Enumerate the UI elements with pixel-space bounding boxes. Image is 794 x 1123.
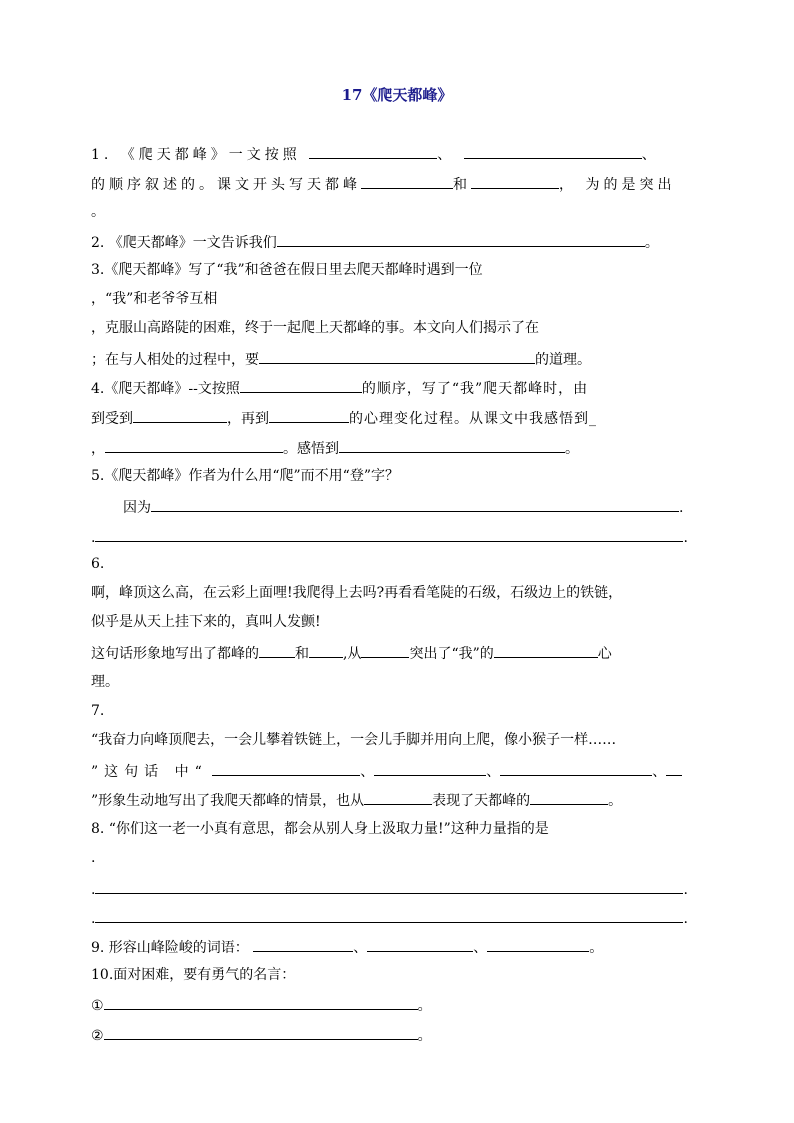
q1-sep: 、 — [437, 147, 456, 163]
q10-end: 。 — [417, 998, 432, 1014]
question-9 — [91, 936, 603, 958]
q4-text: 4.《爬天都峰》--文按照 — [91, 381, 240, 397]
q5-end: . — [679, 500, 684, 516]
q4-text: 的顺序，写了“我”爬天都峰时，由 — [361, 381, 589, 397]
q9-sep: 、 — [353, 940, 368, 956]
q1-end: 。 — [91, 204, 105, 220]
answer-blank[interactable] — [253, 936, 353, 952]
q6-text: ,从 — [343, 646, 362, 662]
q2-text: 2. 《爬天都峰》一文告诉我们 — [91, 235, 277, 251]
answer-blank[interactable] — [494, 642, 598, 658]
q7-text: ”形象生动地写出了我爬天都峰的情景，也从 — [91, 793, 365, 809]
question-10-item-2 — [91, 1024, 432, 1046]
question-8-dot: . — [91, 850, 96, 866]
question-4-line-1 — [91, 377, 588, 399]
question-1-line-1 — [91, 143, 660, 165]
q5-text: 因为 — [123, 500, 151, 516]
answer-blank[interactable] — [487, 936, 589, 952]
q7-sep: 、 — [360, 764, 375, 780]
question-5-answer-2 — [91, 526, 688, 548]
answer-blank[interactable] — [105, 437, 283, 453]
answer-blank[interactable] — [240, 377, 362, 393]
question-8-answer-1 — [91, 878, 688, 900]
question-3-line-4 — [91, 348, 591, 370]
answer-blank[interactable] — [269, 407, 349, 423]
q1-sep: 、 — [641, 147, 660, 163]
answer-blank[interactable] — [259, 642, 295, 658]
q8-end: . — [683, 882, 688, 898]
question-8-answer-2 — [91, 907, 688, 929]
q9-sep: 、 — [473, 940, 488, 956]
question-3-line-3: ，克服山高路陡的困难，终于一起爬上天都峰的事。本文向人们揭示了在 — [91, 320, 539, 336]
answer-blank[interactable] — [95, 878, 683, 894]
question-5-answer-1 — [123, 496, 683, 518]
q3-text: ；在与人相处的过程中，要 — [91, 352, 259, 368]
question-4-line-2 — [91, 407, 597, 429]
q1-text: 的顺序叙述的。课文开头写天都峰 — [91, 177, 361, 193]
q9-text: 9. 形容山峰险峻的词语： — [91, 940, 249, 956]
q7-text: 表现了天都峰的 — [432, 793, 531, 809]
question-2 — [91, 231, 659, 253]
q7-text: 。 — [608, 793, 623, 809]
question-7-number: 7. — [91, 703, 105, 719]
q7-sep: 、 — [652, 764, 667, 780]
answer-blank[interactable] — [104, 1024, 418, 1040]
q7-text: ”这句话 中“ — [91, 764, 208, 780]
answer-blank[interactable] — [374, 760, 486, 776]
question-7-quote: “我奋力向峰顶爬去，一会儿攀着铁链上，一会儿手脚并用向上爬，像小猴子一样…… — [91, 732, 617, 748]
q7-sep: 、 — [486, 764, 501, 780]
q4-text: 。 — [565, 441, 579, 457]
answer-blank[interactable] — [133, 407, 227, 423]
question-7-prompt-1 — [91, 760, 682, 782]
question-6-prompt — [91, 642, 612, 664]
question-6-quote-2: 似乎是从天上挂下来的，真叫人发颤! — [91, 614, 321, 630]
question-8: 8. “你们这一老一小真有意思，都会从别人身上汲取力量!”这种力量指的是 — [91, 821, 549, 837]
q8-end: . — [683, 911, 688, 927]
q6-text: 心 — [597, 646, 612, 662]
question-3-line-2: ，“我”和老爷爷互相 — [91, 291, 218, 307]
question-6-end: 理。 — [91, 674, 119, 690]
q10-end: 。 — [417, 1028, 432, 1044]
item-marker-2: ② — [91, 1028, 104, 1044]
answer-blank[interactable] — [212, 760, 360, 776]
question-6-number: 6. — [91, 556, 105, 572]
page-title: 17《爬天都峰》 — [341, 86, 453, 104]
q8-start: . — [91, 911, 96, 927]
question-10: 10.面对困难，要有勇气的名言： — [91, 967, 296, 983]
q3-text: 的道理。 — [535, 352, 591, 368]
answer-blank[interactable] — [530, 789, 608, 805]
question-3-line-1: 3.《爬天都峰》写了“我”和爸爸在假日里去爬天都峰时遇到一位 — [91, 262, 483, 278]
q4-text: 。感悟到 — [283, 441, 339, 457]
q4-text: 的心理变化过程。从课文中我感悟到_ — [349, 411, 597, 427]
question-7-prompt-2 — [91, 789, 622, 811]
question-5: 5.《爬天都峰》作者为什么用“爬”而不用“登”字？ — [91, 468, 399, 484]
q5-end: . — [683, 530, 688, 546]
answer-blank[interactable] — [666, 760, 682, 776]
question-10-item-1 — [91, 994, 432, 1016]
q6-text: 突出了“我”的 — [409, 646, 494, 662]
answer-blank[interactable] — [309, 143, 437, 159]
answer-blank[interactable] — [361, 642, 409, 658]
answer-blank[interactable] — [277, 231, 645, 247]
answer-blank[interactable] — [151, 496, 679, 512]
answer-blank[interactable] — [361, 173, 453, 189]
question-4-line-3 — [91, 437, 579, 459]
answer-blank[interactable] — [104, 994, 418, 1010]
q2-end: 。 — [644, 235, 659, 251]
q4-text: ，再到 — [227, 411, 269, 427]
q4-text: ， — [91, 441, 105, 457]
answer-blank[interactable] — [500, 760, 652, 776]
q5-start: . — [91, 530, 96, 546]
q9-end: 。 — [589, 940, 604, 956]
answer-blank[interactable] — [464, 143, 642, 159]
q8-start: . — [91, 882, 96, 898]
q1-text: 和 — [453, 177, 471, 193]
q6-text: 这句话形象地写出了都峰的 — [91, 646, 259, 662]
question-1-line-2 — [91, 173, 675, 195]
answer-blank[interactable] — [339, 437, 565, 453]
q6-text: 和 — [295, 646, 309, 662]
answer-blank[interactable] — [364, 789, 432, 805]
answer-blank[interactable] — [309, 642, 343, 658]
answer-blank[interactable] — [367, 936, 473, 952]
item-marker-1: ① — [91, 998, 104, 1014]
q1-text: 1. 《爬天都峰》一文按照 — [91, 147, 301, 163]
q1-text: ， 为的是突出 — [559, 177, 676, 193]
answer-blank[interactable] — [95, 907, 683, 923]
answer-blank[interactable] — [259, 348, 535, 364]
question-6-quote-1: 啊，峰顶这么高，在云彩上面哩!我爬得上去吗?再看看笔陡的石级，石级边上的铁链， — [91, 585, 623, 601]
answer-blank[interactable] — [471, 173, 559, 189]
q4-text: 到受到 — [91, 411, 133, 427]
answer-blank[interactable] — [95, 526, 683, 542]
